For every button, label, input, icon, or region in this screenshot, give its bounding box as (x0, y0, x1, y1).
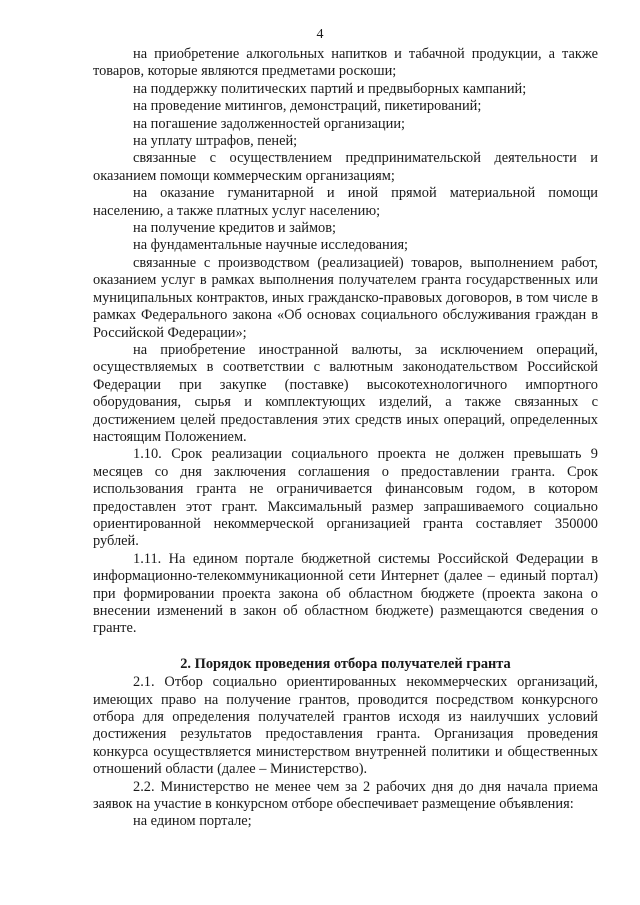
paragraph: на проведение митингов, демонстраций, пикетирований; (133, 98, 482, 115)
section-heading: 2. Порядок проведения отбора получателей гранта (180, 655, 511, 672)
paragraph: связанные с производством (реализацией) товаров, выполнением работ, оказанием услуг в рамках выполнения получателем гранта государственных или муниципальных контрактов, иных гражданско-правовых договоров, в том числе в рамках Федерального закона «Об основах социального обслуживания граждан в Российской Федерации»; (93, 254, 598, 341)
paragraph: 2.2. Министерство не менее чем за 2 рабочих дня до дня начала приема заявок на участие в конкурсном отборе обеспечивает размещение объявления: (93, 778, 598, 813)
paragraph: 1.10. Срок реализации социального проекта не должен превышать 9 месяцев со дня заключения соглашения о предоставлении гранта. Срок использования гранта не ограничивается финансовым годом, в котором предоставлен этот грант. Максимальный размер запрашиваемого социально ориентированной некоммерческой организацией гранта составляет 350000 рублей. (93, 446, 598, 550)
page-number: 4 (316, 27, 324, 42)
paragraph: 2.1. Отбор социально ориентированных некоммерческих организаций, имеющих право на получение грантов, проводится посредством конкурсного отбора для определения получателей грантов исходя из наилучших условий достижения результатов предоставления гранта. Организация проведения конкурса осуществляется министерством внутренней политики и общественных отношений области (далее – Министерство). (93, 674, 598, 778)
paragraph: 1.11. На едином портале бюджетной системы Российской Федерации в информационно-телекоммуникационной сети Интернет (далее – единый портал) при формировании проекта закона об областном бюджете (проекта закона о внесении изменений в закон об областном бюджете) размещаются сведения о гранте. (93, 550, 598, 637)
document-body (93, 46, 598, 831)
paragraph: на поддержку политических партий и предвыборных кампаний; (133, 80, 527, 97)
paragraph: на едином портале; (133, 813, 252, 830)
paragraph: на погашение задолженностей организации; (133, 115, 406, 132)
paragraph: на уплату штрафов, пеней; (133, 133, 298, 150)
paragraph: на оказание гуманитарной и иной прямой материальной помощи населению, а также платных услуг населению; (93, 185, 598, 219)
paragraph: на приобретение иностранной валюты, за исключением операций, осуществляемых в соответствии с валютным законодательством Российской Федерации при закупке (поставке) высокотехнологичного импортного оборудования, сырья и комплектующих изделий, а также связанных с достижением целей предоставления этих средств иных операций, определенных настоящим Положением. (93, 341, 598, 445)
paragraph: связанные с осуществлением предпринимательской деятельности и оказанием помощи коммерческим организациям; (93, 150, 598, 184)
paragraph: на получение кредитов и займов; (133, 220, 337, 237)
paragraph: на приобретение алкогольных напитков и табачной продукции, а также товаров, которые являются предметами роскоши; (93, 46, 598, 80)
paragraph: на фундаментальные научные исследования; (133, 237, 409, 254)
